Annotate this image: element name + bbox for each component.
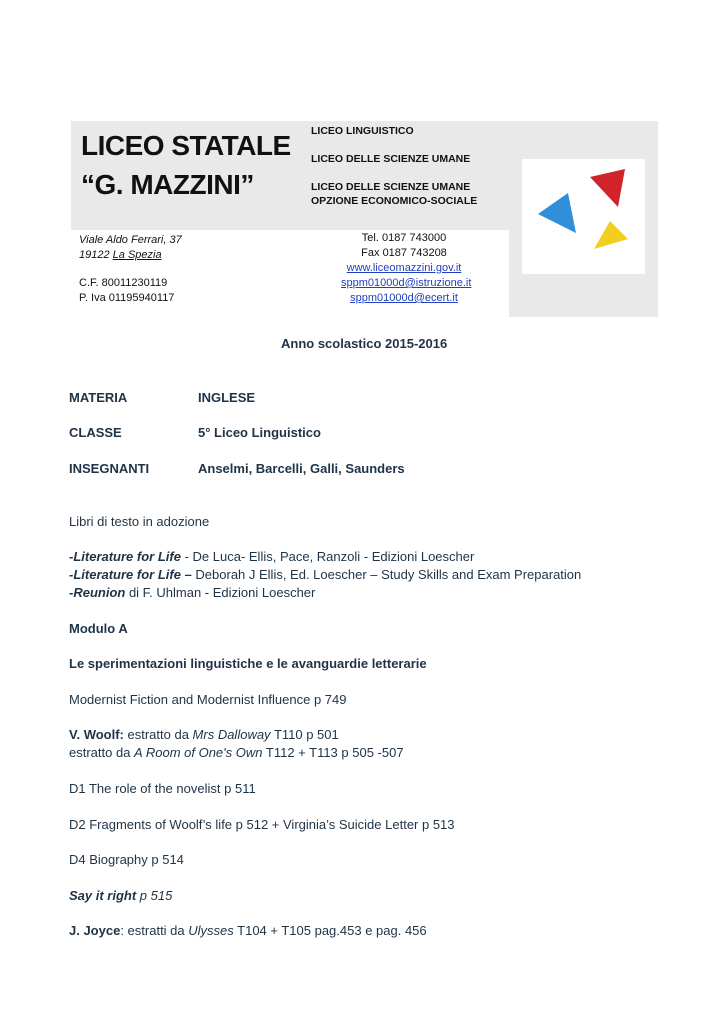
school-type-scienze-umane: LICEO DELLE SCIENZE UMANE — [311, 153, 471, 165]
modulo-heading: Modulo A — [69, 621, 128, 636]
classe-label: CLASSE — [69, 425, 122, 440]
school-type-economico-sociale: LICEO DELLE SCIENZE UMANE OPZIONE ECONOMICO-SOCIALE — [311, 181, 478, 207]
book-item: -Literature for Life - De Luca- Ellis, Pace, Ranzoli - Edizioni Loescher — [69, 549, 475, 564]
address-city: 19122 La Spezia — [79, 249, 162, 261]
book-item: -Literature for Life – Deborah J Ellis, Ed. Loescher – Study Skills and Exam Preparation — [69, 567, 582, 582]
address-street: Viale Aldo Ferrari, 37 — [79, 234, 182, 246]
email-istruzione-link[interactable]: sppm01000d@istruzione.it — [341, 277, 472, 289]
joyce-line: J. Joyce: estratti da Ulysses T104 + T105 pag.453 e pag. 456 — [69, 923, 427, 938]
fax-number: Fax 0187 743208 — [361, 247, 447, 259]
school-name-line1: LICEO STATALE — [81, 130, 291, 161]
school-header-banner — [71, 121, 658, 317]
yellow-triangle-icon — [594, 221, 628, 249]
d2-line: D2 Fragments of Woolf’s life p 512 + Virginia’s Suicide Letter p 513 — [69, 817, 455, 832]
school-year: Anno scolastico 2015-2016 — [281, 336, 448, 351]
school-logo — [522, 159, 645, 274]
book-item: -Reunion di F. Uhlman - Edizioni Loescher — [69, 585, 316, 600]
insegnanti-value: Anselmi, Barcelli, Galli, Saunders — [198, 461, 405, 476]
classe-value: 5° Liceo Linguistico — [198, 425, 321, 440]
say-it-right-line: Say it right p 515 — [69, 888, 173, 903]
materia-value: INGLESE — [198, 390, 256, 405]
woolf-line-1: V. Woolf: estratto da Mrs Dalloway T110 p 501 — [69, 727, 339, 742]
modernist-line: Modernist Fiction and Modernist Influence p 749 — [69, 692, 347, 707]
blue-triangle-icon — [538, 193, 576, 233]
codice-fiscale: C.F. 80011230119 — [79, 277, 168, 289]
libri-heading: Libri di testo in adozione — [69, 514, 210, 529]
email-pec-link[interactable]: sppm01000d@ecert.it — [350, 292, 458, 304]
school-type-linguistico: LICEO LINGUISTICO — [311, 125, 414, 137]
d1-line: D1 The role of the novelist p 511 — [69, 781, 256, 796]
d4-line: D4 Biography p 514 — [69, 852, 184, 867]
insegnanti-label: INSEGNANTI — [69, 461, 150, 476]
modulo-title: Le sperimentazioni linguistiche e le avanguardie letterarie — [69, 656, 427, 671]
woolf-line-2: estratto da A Room of One's Own T112 + T113 p 505 -507 — [69, 745, 404, 760]
school-name-line2: “G. MAZZINI” — [81, 169, 254, 200]
materia-label: MATERIA — [69, 390, 128, 405]
partita-iva: P. Iva 01195940117 — [79, 292, 175, 304]
red-triangle-icon — [590, 169, 625, 207]
website-link[interactable]: www.liceomazzini.gov.it — [346, 262, 462, 274]
contact-info-strip — [71, 230, 509, 317]
triangles-logo-icon — [522, 159, 645, 274]
phone-number: Tel. 0187 743000 — [361, 232, 447, 244]
